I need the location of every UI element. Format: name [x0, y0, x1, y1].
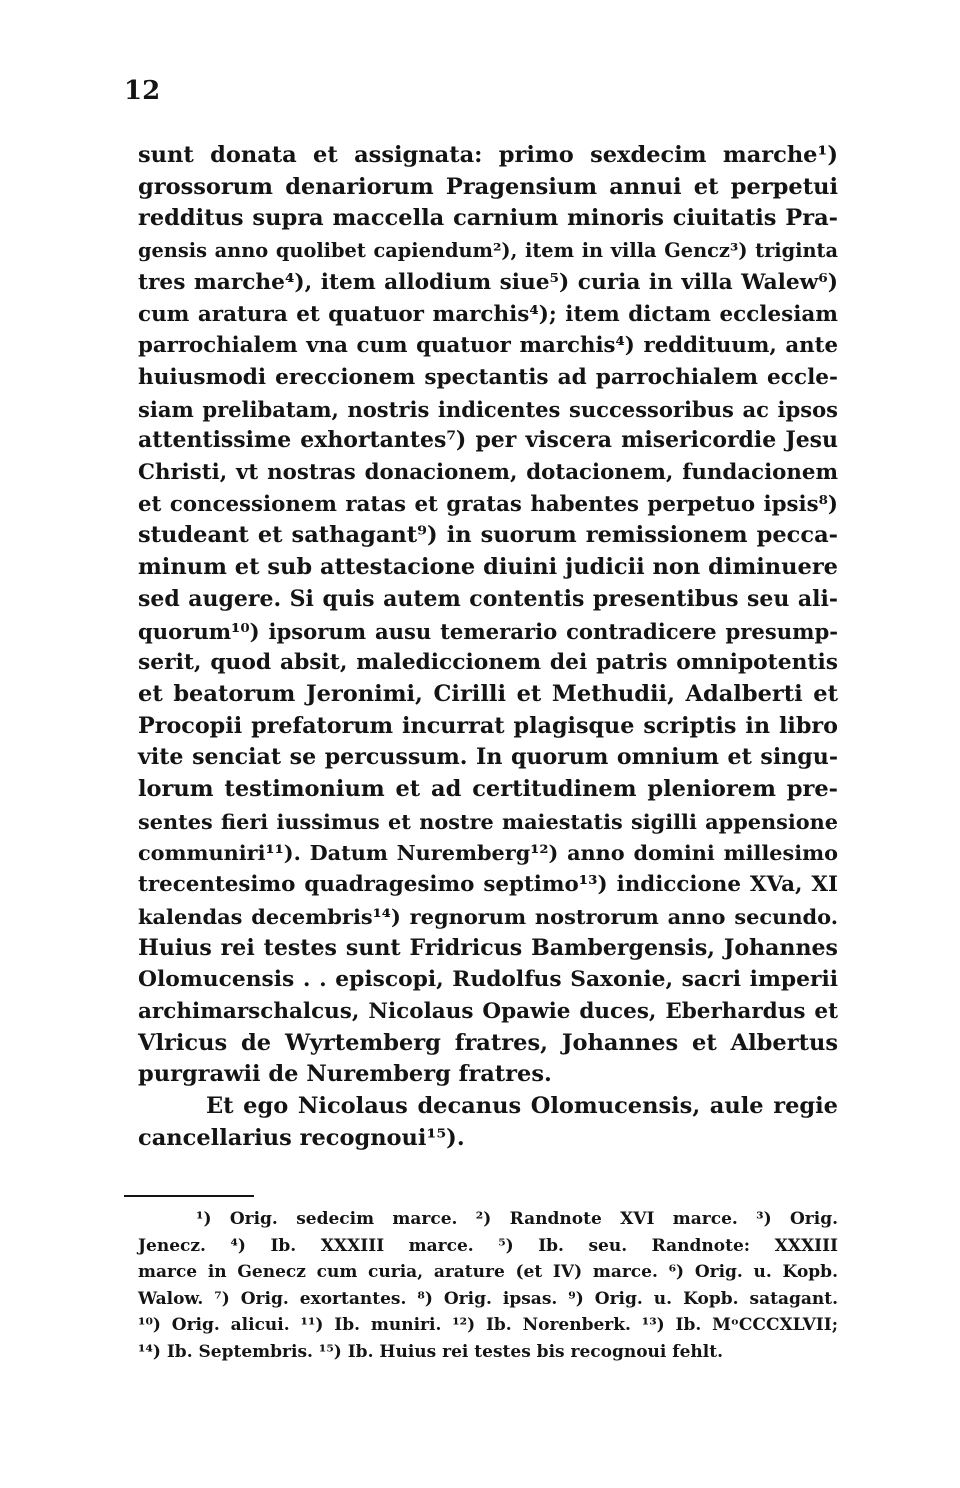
text-line: cancellarius recognoui¹⁵).: [138, 1124, 465, 1151]
footnote-line: ¹) Orig. sedecim marce. ²) Randnote XVI marce. ³) Orig.: [196, 1209, 838, 1229]
text-line: serit, quod absit, malediccionem dei patris omnipotentis: [138, 650, 838, 676]
text-line: et concessionem ratas et gratas habentes perpetuo ipsis⁸): [138, 491, 838, 517]
text-line: Huius rei testes sunt Fridricus Bambergensis, Johannes: [138, 934, 838, 961]
text-line: minum et sub attestacione diuini judicii non diminuere: [138, 554, 838, 581]
text-line: cum aratura et quatuor marchis⁴); item dictam ecclesiam: [138, 301, 838, 327]
text-line: studeant et sathagant⁹) in suorum remissionem pecca-: [138, 522, 838, 549]
footnote-line: Walow. ⁷) Orig. exortantes. ⁸) Orig. ipsas. ⁹) Orig. u. Kopb. satagant.: [138, 1288, 838, 1309]
text-line: tres marche⁴), item allodium siue⁵) curia in villa Walew⁶): [138, 269, 838, 295]
text-line: vite senciat se percussum. In quorum omnium et singu-: [138, 744, 838, 771]
text-line: communiri¹¹). Datum Nuremberg¹²) anno domini millesimo: [138, 840, 838, 866]
footnote-line: ¹⁰) Orig. alicui. ¹¹) Ib. muniri. ¹²) Ib. Norenberk. ¹³) Ib. MᵒCCCXLVII;: [138, 1315, 838, 1335]
text-line: kalendas decembris¹⁴) regnorum nostrorum anno secundo.: [138, 903, 838, 929]
text-line: redditus supra maccella carnium minoris ciuitatis Pra-: [138, 205, 838, 232]
text-line: Et ego Nicolaus decanus Olomucensis, aule regie: [206, 1093, 838, 1120]
text-line: grossorum denariorum Pragensium annui et perpetui: [138, 173, 838, 200]
text-line: Vlricus de Wyrtemberg fratres, Johannes et Albertus: [138, 1029, 838, 1056]
text-line: Procopii prefatorum incurrat plagisque scriptis in libro: [138, 712, 838, 739]
page-number: 12: [124, 76, 161, 106]
text-line: lorum testimonium et ad certitudinem pleniorem pre-: [138, 776, 838, 803]
footnote-line: Jenecz. ⁴) Ib. XXXIII marce. ⁵) Ib. seu. Randnote: XXXIII: [138, 1235, 838, 1256]
text-line: Olomucensis . . episcopi, Rudolfus Saxonie, sacri imperii: [138, 967, 838, 993]
text-line: siam prelibatam, nostris indicentes successoribus ac ipsos: [138, 396, 838, 422]
text-line: gensis anno quolibet capiendum²), item in villa Gencz³) triginta: [138, 239, 838, 263]
text-line: sunt donata et assignata: primo sexdecim marche¹): [138, 142, 838, 168]
footnote-line: ¹⁴) Ib. Septembris. ¹⁵) Ib. Huius rei testes bis recognoui fehlt.: [138, 1341, 724, 1362]
footnote-divider: [124, 1195, 254, 1197]
text-line: et beatorum Jeronimi, Cirilli et Methudii, Adalberti et: [138, 680, 838, 707]
text-line: Christi, vt nostras donacionem, dotacionem, fundacionem: [138, 460, 838, 486]
text-line: attentissime exhortantes⁷) per viscera misericordie Jesu: [138, 427, 838, 454]
text-line: sentes fieri iussimus et nostre maiestatis sigilli appensione: [138, 808, 838, 834]
text-line: parrochialem vna cum quatuor marchis⁴) reddituum, ante: [138, 333, 838, 359]
text-line: quorum¹⁰) ipsorum ausu temerario contradicere presump-: [138, 618, 838, 644]
footnote-line: marce in Genecz cum curia, arature (et IV) marce. ⁶) Orig. u. Kopb.: [138, 1262, 838, 1282]
main-text: [138, 140, 838, 1155]
footnotes: [138, 1206, 838, 1365]
text-line: huiusmodi ereccionem spectantis ad parrochialem eccle-: [138, 364, 838, 390]
text-line: sed augere. Si quis autem contentis presentibus seu ali-: [138, 585, 838, 612]
text-line: purgrawii de Nuremberg fratres.: [138, 1061, 552, 1088]
text-line: archimarschalcus, Nicolaus Opawie duces, Eberhardus et: [138, 998, 838, 1024]
text-line: trecentesimo quadragesimo septimo¹³) indiccione XVa, XI: [138, 872, 838, 898]
